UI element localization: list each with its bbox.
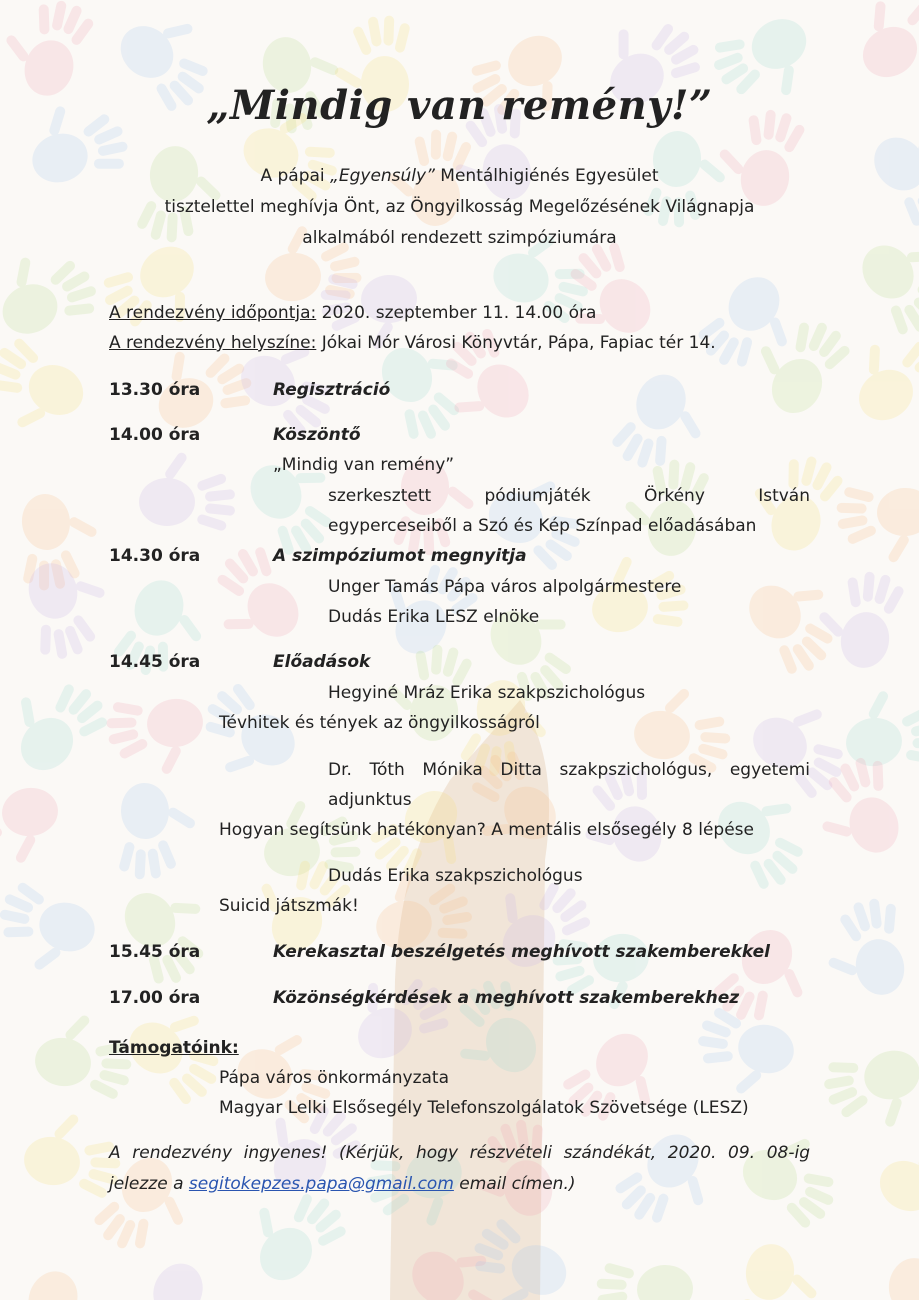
supporter: Magyar Lelki Elsősegély Telefonszolgálatok Szövetsége (LESZ) [219, 1098, 749, 1118]
opener: Dudás Erika LESZ elnöke [328, 607, 540, 627]
event-time-value: 2020. szeptember 11. 14.00 óra [316, 303, 597, 323]
program-time: 13.30 óra [109, 380, 201, 400]
event-place [109, 333, 716, 353]
speaker: Dr. Tóth Mónika Ditta szakpszichológus, egyetemi [328, 760, 810, 780]
supporter: Pápa város önkormányzata [219, 1068, 450, 1088]
speaker: Hegyiné Mráz Erika szakpszichológus [328, 683, 646, 703]
intro-line-2: tisztelettel meghívja Önt, az Öngyilkosság Megelőzésének Világnapja [164, 197, 755, 217]
program-heading: Közönségkérdések a meghívott szakemberekhez [273, 988, 740, 1008]
speaker: adjunktus [328, 790, 412, 810]
program-heading: A szimpóziumot megnyitja [273, 546, 527, 566]
footer-note-line-2 [109, 1174, 575, 1194]
page-title: „Mindig van remény!” [206, 82, 713, 129]
organization-name: „Egyensúly” [330, 166, 435, 186]
greeting-title: „Mindig van remény” [273, 455, 455, 475]
footer-text: jelezze a [109, 1174, 189, 1194]
event-time [109, 303, 596, 323]
program-heading: Kerekasztal beszélgetés meghívott szakemberekkel [273, 942, 770, 962]
supporters-label: Támogatóink: [109, 1038, 239, 1058]
email-link[interactable]: segitokepzes.papa@gmail.com [188, 1174, 454, 1194]
speaker: Dudás Erika szakpszichológus [328, 866, 583, 886]
event-time-label: A rendezvény időpontja: [109, 303, 317, 323]
intro-text: A pápai [260, 166, 331, 186]
greeting-description: egyperceseiből a Szó és Kép Színpad előadásában [328, 516, 757, 536]
program-heading: Előadások [273, 652, 371, 672]
program-time: 14.45 óra [109, 652, 201, 672]
program-time: 15.45 óra [109, 942, 201, 962]
intro-text: Mentálhigiénés Egyesület [434, 166, 659, 186]
program-heading: Regisztráció [273, 380, 391, 400]
intro-line-3: alkalmából rendezett szimpóziumára [302, 228, 617, 248]
footer-text: email címen.) [453, 1174, 576, 1194]
talk-title: Tévhitek és tények az öngyilkosságról [219, 713, 540, 733]
program-time: 14.30 óra [109, 546, 201, 566]
event-place-label: A rendezvény helyszíne: [109, 333, 317, 353]
talk-title: Hogyan segítsünk hatékonyan? A mentális elsősegély 8 lépése [219, 820, 754, 840]
program-time: 14.00 óra [109, 425, 201, 445]
program-time: 17.00 óra [109, 988, 201, 1008]
opener: Unger Tamás Pápa város alpolgármestere [328, 577, 682, 597]
event-place-value: Jókai Mór Városi Könyvtár, Pápa, Fapiac tér 14. [316, 333, 716, 353]
greeting-description: szerkesztett pódiumjáték Örkény István [328, 486, 810, 506]
program-heading: Köszöntő [273, 425, 361, 445]
intro-line-1 [0, 166, 919, 186]
footer-note: A rendezvény ingyenes! (Kérjük, hogy részvételi szándékát, 2020. 09. 08-ig [109, 1143, 810, 1163]
talk-title: Suicid játszmák! [219, 896, 359, 916]
